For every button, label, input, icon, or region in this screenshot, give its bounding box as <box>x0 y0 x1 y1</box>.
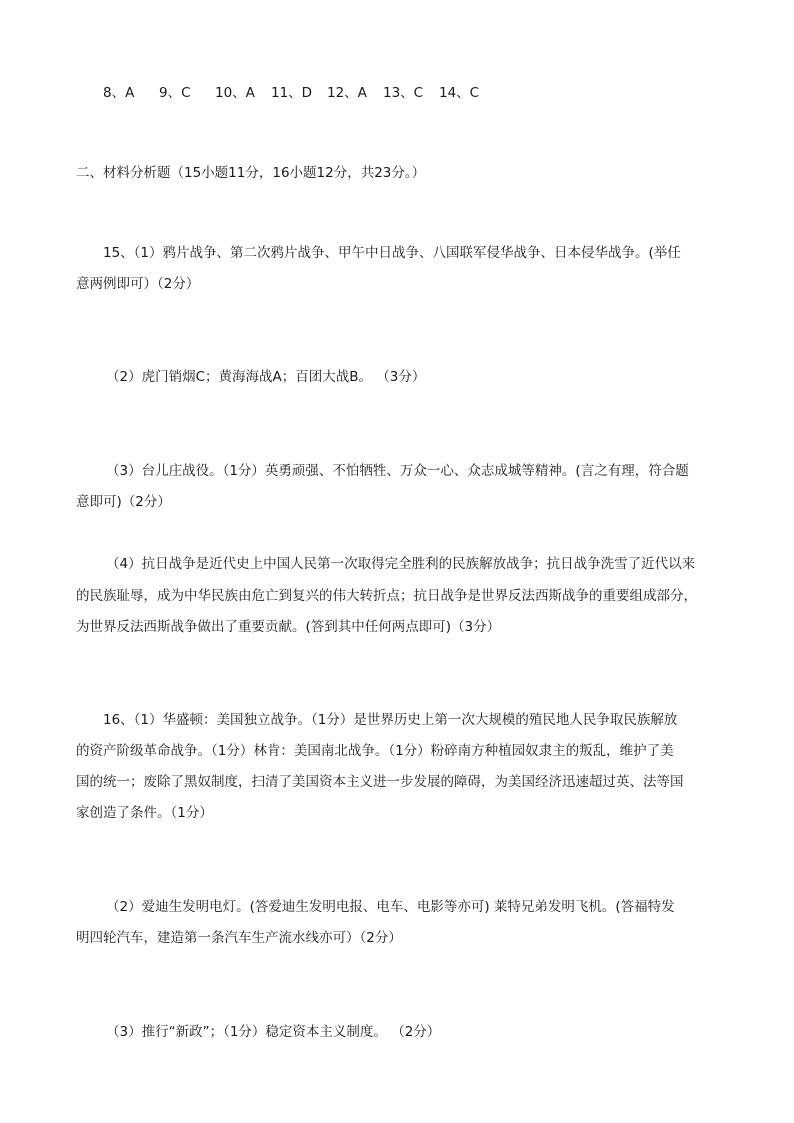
q15-part4-line2: 的民族耻辱，成为中华民族由危亡到复兴的伟大转折点；抗日战争是世界反法西斯战争的重要组成部分， <box>76 588 697 604</box>
q15-part4-line1: （4）抗日战争是近代史上中国人民第一次取得完全胜利的民族解放战争；抗日战争洗雪了近代以来 <box>106 556 696 572</box>
q16-part2-line2: 明四轮汽车，建造第一条汽车生产流水线亦可）（2分） <box>76 930 402 946</box>
mc-answer: 8、A <box>103 85 135 101</box>
mc-answer-row <box>0 83 794 103</box>
q16-part1-line4: 家创造了条件。（1分） <box>76 805 213 821</box>
q15-part4-line3: 为世界反法西斯战争做出了重要贡献。(答到其中任何两点即可)（3分） <box>76 619 501 635</box>
mc-answer: 9、C <box>159 85 191 101</box>
q16-part1-line3: 国的统一；废除了黑奴制度，扫清了美国资本主义进一步发展的障碍，为美国经济迅速超过英、法等国 <box>76 774 684 790</box>
mc-answer: 11、D <box>271 85 313 101</box>
mc-answer: 13、C <box>383 85 424 101</box>
mc-answer: 12、A <box>327 85 367 101</box>
q15-part2: （2）虎门销烟C；黄海海战A；百团大战B。 （3分） <box>106 369 426 385</box>
q15-part1-line1: 15、（1）鸦片战争、第二次鸦片战争、甲午中日战争、八国联军侵华战争、日本侵华战争。(举任 <box>103 245 681 261</box>
mc-answer: 14、C <box>439 85 480 101</box>
q16-part3: （3）推行“新政”；（1分）稳定资本主义制度。 （2分） <box>106 1024 441 1040</box>
q15-part1-line2: 意两例即可）（2分） <box>76 276 200 292</box>
q16-part1-line2: 的资产阶级革命战争。（1分）林肯：美国南北战争。（1分）粉碎南方种植园奴隶主的叛乱，维护了美 <box>76 743 674 759</box>
mc-answer: 10、A <box>215 85 255 101</box>
q16-part1-line1: 16、（1）华盛顿：美国独立战争。（1分）是世界历史上第一次大规模的殖民地人民争取民族解放 <box>103 712 678 728</box>
section-title: 二、材料分析题（15小题11分，16小题12分，共23分。） <box>76 165 426 181</box>
q16-part2-line1: （2）爱迪生发明电灯。(答爱迪生发明电报、电车、电影等亦可) 莱特兄弟发明飞机。(答福特发 <box>106 899 675 915</box>
q15-part3-line2: 意即可)（2分） <box>76 494 171 510</box>
q15-part3-line1: （3）台儿庄战役。（1分）英勇顽强、不怕牺牲、万众一心、众志成城等精神。(言之有理，符合题 <box>106 463 689 479</box>
